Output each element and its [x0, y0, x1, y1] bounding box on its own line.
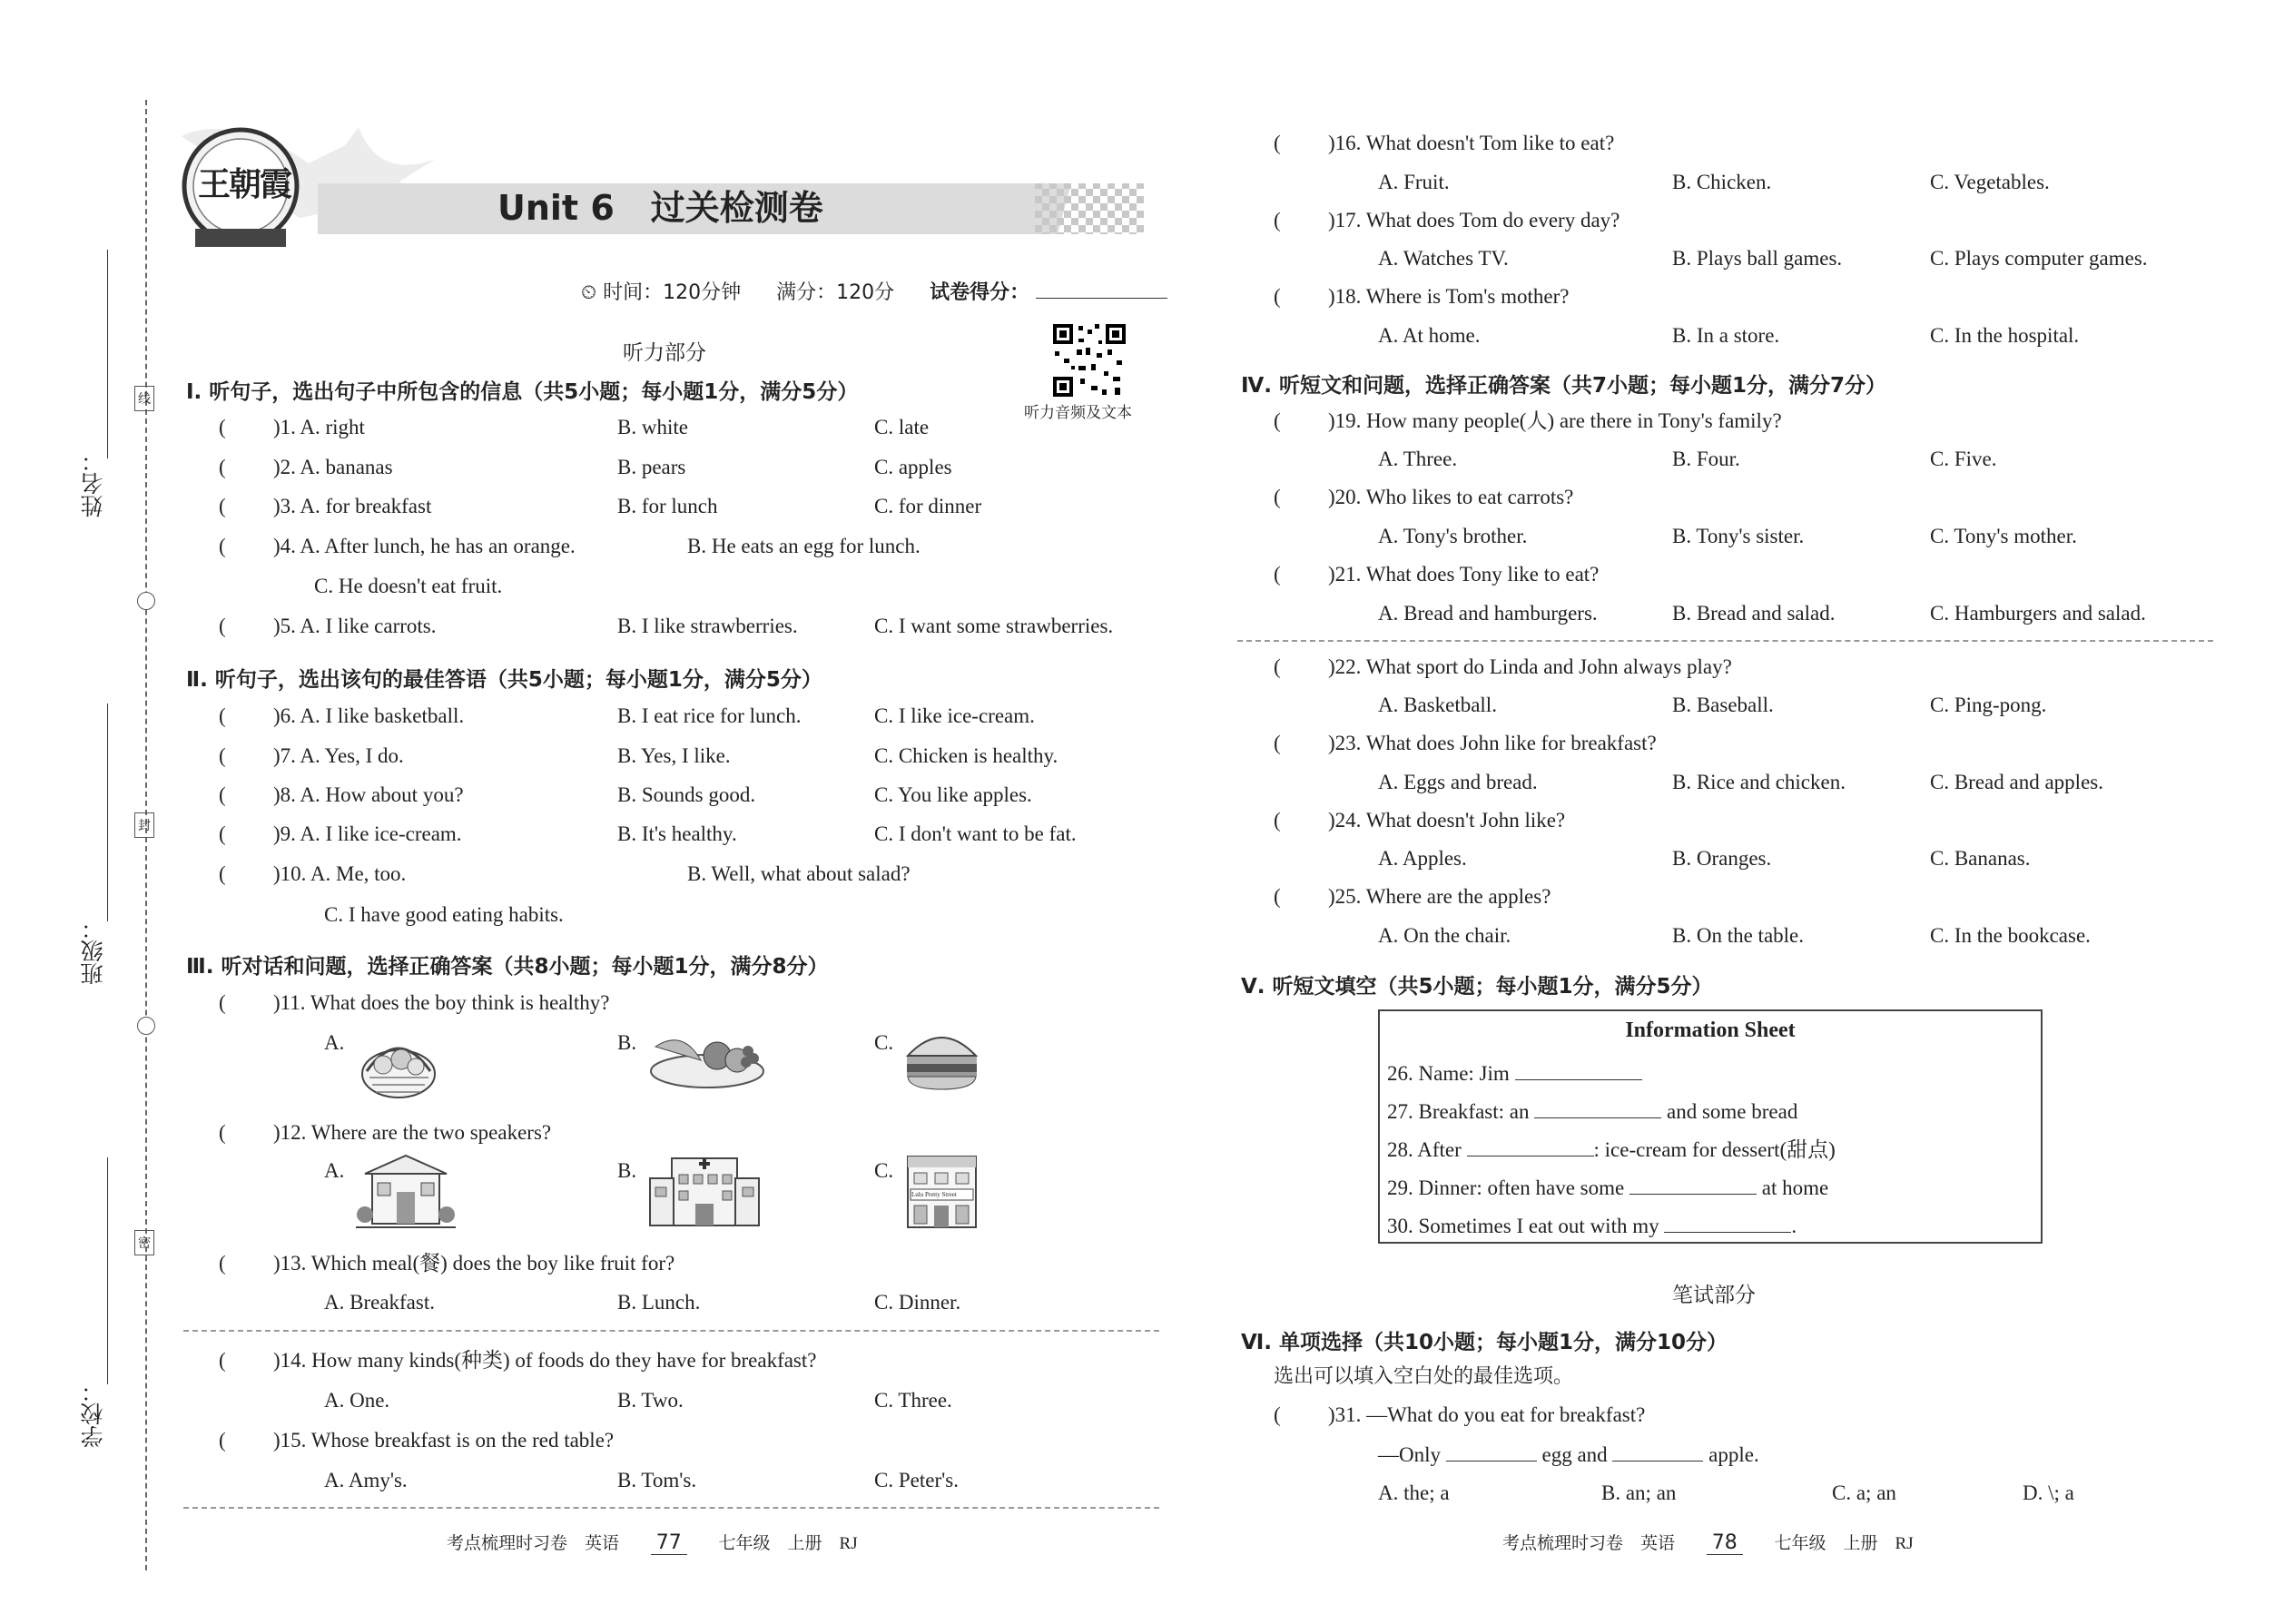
q11-fruit-basket-image [356, 1021, 442, 1103]
q25-c: C. In the bookcase. [1930, 924, 2091, 947]
score-label: 试卷得分： [930, 281, 1030, 304]
q13-text: )13. Which meal(餐) does the boy like fruit for? [273, 1252, 675, 1275]
q21-text: )21. What does Tony like to eat? [1328, 563, 1600, 586]
page-title [497, 180, 823, 230]
section-6-instruction: 选出可以填入空白处的最佳选项。 [1274, 1365, 1574, 1388]
q23-c: C. Bread and apples. [1930, 771, 2103, 793]
q2-a: )2. A. bananas [273, 456, 393, 478]
q3-a: )3. A. for breakfast [273, 495, 432, 517]
q10-c: C. I have good eating habits. [324, 903, 564, 926]
class-label: 班级： [80, 917, 106, 985]
question-25: ( )25. Where are the apples? [1274, 885, 1551, 908]
q23-text: )23. What does John like for breakfast? [1328, 732, 1657, 754]
blank-30[interactable] [1664, 1212, 1791, 1233]
question-10: ( )10. A. Me, too. [219, 862, 407, 885]
q16-text: )16. What doesn't Tom like to eat? [1328, 132, 1615, 154]
question-21: ( )21. What does Tony like to eat? [1274, 563, 1600, 586]
q19-b: B. Four. [1672, 448, 1740, 470]
question-2: ( )2. A. bananas [219, 456, 393, 478]
q17-text: )17. What does Tom do every day? [1328, 209, 1620, 231]
q31-pre: —Only [1378, 1443, 1441, 1466]
q20-a: A. Tony's brother. [1378, 525, 1528, 547]
q8-a: )8. A. How about you? [273, 783, 464, 806]
blank-31-1[interactable] [1446, 1441, 1537, 1462]
q13-c: C. Dinner. [874, 1291, 961, 1314]
footer-right-text2: 七年级 上册 RJ [1774, 1534, 1914, 1553]
binding-mark-feng: 封 [134, 812, 154, 838]
info-sheet-title: Information Sheet [1625, 1019, 1796, 1042]
q7-a: )7. A. Yes, I do. [273, 744, 404, 767]
q2-b: B. pears [617, 456, 686, 478]
question-20: ( )20. Who likes to eat carrots? [1274, 486, 1574, 508]
school-label: 学校： [80, 1380, 106, 1448]
info-row-27 [1387, 1097, 1797, 1126]
question-19: ( )19. How many people(人) are there in Tony's family? [1274, 409, 1782, 432]
info-30-post: . [1791, 1215, 1797, 1237]
question-18: ( )18. Where is Tom's mother? [1274, 285, 1570, 308]
q22-b: B. Baseball. [1672, 694, 1774, 716]
q16-c: C. Vegetables. [1930, 171, 2050, 193]
info-29-label: 29. Dinner: often have some [1387, 1176, 1625, 1199]
q31-response [1378, 1441, 1759, 1469]
question-4: ( )4. A. After lunch, he has an orange. [219, 535, 576, 557]
section-5-title: Ⅴ. 听短文填空（共5小题；每小题1分，满分5分） [1241, 975, 1713, 999]
q13-b: B. Lunch. [617, 1291, 701, 1314]
q15-b: B. Tom's. [617, 1469, 697, 1491]
binding-mark-mi: 密 [134, 1230, 154, 1255]
page-number-left: 77 [651, 1531, 687, 1555]
q31-d: D. \; a [2023, 1481, 2074, 1504]
q21-b: B. Bread and salad. [1672, 602, 1836, 625]
clock-icon: ⏲ [581, 281, 597, 304]
exam-info [581, 277, 1167, 305]
q11-label-a: A. [324, 1031, 345, 1054]
footer-right [1502, 1530, 1914, 1555]
q31-b: B. an; an [1601, 1481, 1677, 1504]
q22-a: A. Basketball. [1378, 694, 1497, 716]
writing-title: 笔试部分 [1672, 1284, 1756, 1307]
q6-a: )6. A. I like basketball. [273, 704, 465, 727]
q23-b: B. Rice and chicken. [1672, 771, 1846, 793]
q24-a: A. Apples. [1378, 847, 1467, 870]
question-11: ( )11. What does the boy think is healthy? [219, 991, 610, 1014]
blank-28[interactable] [1467, 1136, 1594, 1156]
q8-c: C. You like apples. [874, 783, 1032, 806]
q12-label-c: C. [874, 1159, 894, 1182]
q10-b: B. Well, what about salad? [687, 862, 911, 885]
time-label: 时间：120分钟 [603, 281, 742, 304]
question-6: ( )6. A. I like basketball. [219, 704, 465, 727]
question-3: ( )3. A. for breakfast [219, 495, 432, 517]
q6-c: C. I like ice-cream. [874, 704, 1035, 727]
q1-b: B. white [617, 416, 688, 438]
question-17: ( )17. What does Tom do every day? [1274, 209, 1620, 231]
q9-c: C. I don't want to be fat. [874, 822, 1077, 845]
q17-a: A. Watches TV. [1378, 247, 1509, 270]
footer-left-text2: 七年级 上册 RJ [718, 1534, 858, 1553]
q31-post: apple. [1708, 1443, 1759, 1466]
name-label: 姓名： [80, 449, 106, 517]
info-30-label: 30. Sometimes I eat out with my [1387, 1215, 1659, 1237]
q10-a: )10. A. Me, too. [273, 862, 407, 885]
name-line [107, 250, 108, 458]
q13-a: A. Breakfast. [324, 1291, 435, 1314]
q18-text: )18. Where is Tom's mother? [1328, 285, 1570, 308]
q14-a: A. One. [324, 1389, 390, 1412]
question-24: ( )24. What doesn't John like? [1274, 809, 1566, 832]
section-2-title: Ⅱ. 听句子，选出该句的最佳答语（共5小题；每小题1分，满分5分） [186, 668, 822, 692]
left-divider-2 [183, 1507, 1159, 1509]
info-row-28 [1387, 1136, 1836, 1164]
q12-label-b: B. [617, 1159, 637, 1182]
unit-title: Unit 6 [497, 188, 615, 228]
question-23: ( )23. What does John like for breakfast? [1274, 732, 1657, 754]
question-5: ( )5. A. I like carrots. [219, 615, 437, 637]
q20-c: C. Tony's mother. [1930, 525, 2077, 547]
q7-b: B. Yes, I like. [617, 744, 731, 767]
question-12: ( )12. Where are the two speakers? [219, 1121, 552, 1144]
section-1-title: Ⅰ. 听句子，选出句子中所包含的信息（共5小题；每小题1分，满分5分） [186, 380, 859, 404]
q31-a: A. the; a [1378, 1481, 1450, 1504]
blank-26[interactable] [1515, 1059, 1642, 1080]
q18-c: C. In the hospital. [1930, 324, 2080, 347]
q1-a: )1. A. right [273, 416, 365, 438]
info-27-label: 27. Breakfast: an [1387, 1100, 1530, 1123]
question-22: ( )22. What sport do Linda and John always play? [1274, 655, 1732, 678]
info-28-post: : ice-cream for dessert(甜点) [1593, 1138, 1836, 1161]
q15-a: A. Amy's. [324, 1469, 408, 1491]
q1-c: C. late [874, 416, 930, 438]
q11-text: )11. What does the boy think is healthy? [273, 991, 610, 1014]
footer-left [447, 1530, 858, 1555]
q12-shop-sign: Lulu Pretty Street [911, 1191, 957, 1198]
q31-c: C. a; an [1832, 1481, 1896, 1504]
q12-restaurant-image [356, 1151, 456, 1231]
question-1: ( )1. A. right [219, 416, 365, 438]
q24-text: )24. What doesn't John like? [1328, 809, 1566, 832]
q11-label-c: C. [874, 1031, 894, 1054]
section-6-title: Ⅵ. 单项选择（共10小题；每小题1分，满分10分） [1241, 1331, 1728, 1354]
q16-a: A. Fruit. [1378, 171, 1450, 193]
q3-b: B. for lunch [617, 495, 718, 517]
q3-c: C. for dinner [874, 495, 982, 517]
binding-hole-1 [137, 592, 155, 610]
question-13: ( )13. Which meal(餐) does the boy like fruit for? [219, 1252, 675, 1275]
q4-a: )4. A. After lunch, he has an orange. [273, 535, 576, 557]
logo-text: 王朝霞 [198, 165, 291, 203]
info-29-post: at home [1761, 1176, 1829, 1199]
qr-caption: 听力音频及文本 [1024, 404, 1132, 422]
school-line [107, 1157, 108, 1384]
q4-b: B. He eats an egg for lunch. [687, 535, 921, 557]
q21-a: A. Bread and hamburgers. [1378, 602, 1598, 625]
info-row-30 [1387, 1212, 1797, 1240]
unit-subtitle: 过关检测卷 [650, 188, 823, 228]
q19-text: )19. How many people(人) are there in Tony's family? [1328, 409, 1782, 432]
left-divider-1 [183, 1330, 1159, 1332]
question-15: ( )15. Whose breakfast is on the red table? [219, 1429, 615, 1452]
question-7: ( )7. A. Yes, I do. [219, 744, 404, 767]
q4-c: C. He doesn't eat fruit. [314, 575, 503, 597]
info-row-26 [1387, 1059, 1642, 1088]
qr-code [1051, 322, 1127, 399]
q11-fruit-plate-image [646, 1024, 769, 1092]
q5-b: B. I like strawberries. [617, 615, 798, 637]
q18-b: B. In a store. [1672, 324, 1780, 347]
q11-label-b: B. [617, 1031, 637, 1054]
q17-c: C. Plays computer games. [1930, 247, 2148, 270]
score-field[interactable] [1036, 278, 1167, 299]
q9-a: )9. A. I like ice-cream. [273, 822, 462, 845]
footer-left-text1: 考点梳理时习卷 英语 [447, 1534, 620, 1553]
q12-text: )12. Where are the two speakers? [273, 1121, 552, 1144]
q24-b: B. Oranges. [1672, 847, 1772, 870]
q14-c: C. Three. [874, 1389, 952, 1412]
section-3-title: Ⅲ. 听对话和问题，选择正确答案（共8小题；每小题1分，满分8分） [186, 955, 829, 979]
q20-text: )20. Who likes to eat carrots? [1328, 486, 1574, 508]
information-sheet [1378, 1009, 2043, 1244]
binding-mark-xian: 线 [134, 386, 154, 411]
info-28-label: 28. After [1387, 1138, 1462, 1161]
q15-c: C. Peter's. [874, 1469, 959, 1491]
q14-b: B. Two. [617, 1389, 684, 1412]
q2-c: C. apples [874, 456, 952, 478]
q20-b: B. Tony's sister. [1672, 525, 1805, 547]
q25-b: B. On the table. [1672, 924, 1804, 947]
blank-31-2[interactable] [1612, 1441, 1703, 1462]
q23-a: A. Eggs and bread. [1378, 771, 1538, 793]
q22-c: C. Ping-pong. [1930, 694, 2047, 716]
q8-b: B. Sounds good. [617, 783, 756, 806]
binding-hole-2 [137, 1017, 155, 1035]
q22-text: )22. What sport do Linda and John always play? [1328, 655, 1732, 678]
q25-a: A. On the chair. [1378, 924, 1511, 947]
q9-b: B. It's healthy. [617, 822, 737, 845]
page-number-right: 78 [1707, 1531, 1743, 1555]
q14-text: )14. How many kinds(种类) of foods do they have for breakfast? [273, 1349, 817, 1372]
right-divider-1 [1237, 640, 2213, 642]
info-26-label: 26. Name: Jim [1387, 1062, 1510, 1085]
full-score: 满分：120分 [776, 281, 895, 304]
q12-hospital-image [646, 1151, 763, 1231]
q6-b: B. I eat rice for lunch. [617, 704, 802, 727]
q18-a: A. At home. [1378, 324, 1481, 347]
info-27-post: and some bread [1666, 1100, 1798, 1123]
blank-29[interactable] [1629, 1174, 1757, 1195]
q19-c: C. Five. [1930, 448, 1997, 470]
q16-b: B. Chicken. [1672, 171, 1772, 193]
q19-a: A. Three. [1378, 448, 1458, 470]
question-9: ( )9. A. I like ice-cream. [219, 822, 462, 845]
q7-c: C. Chicken is healthy. [874, 744, 1058, 767]
q11-hamburger-image [903, 1024, 980, 1092]
q31-text: )31. —What do you eat for breakfast? [1328, 1403, 1646, 1426]
q21-c: C. Hamburgers and salad. [1930, 602, 2146, 625]
question-16: ( )16. What doesn't Tom like to eat? [1274, 132, 1615, 154]
q15-text: )15. Whose breakfast is on the red table? [273, 1429, 615, 1452]
q24-c: C. Bananas. [1930, 847, 2031, 870]
q5-c: C. I want some strawberries. [874, 615, 1114, 637]
q5-a: )5. A. I like carrots. [273, 615, 437, 637]
listening-title: 听力部分 [623, 341, 706, 365]
section-4-title: Ⅳ. 听短文和问题，选择正确答案（共7小题；每小题1分，满分7分） [1241, 374, 1887, 398]
question-8: ( )8. A. How about you? [219, 783, 464, 806]
q17-b: B. Plays ball games. [1672, 247, 1843, 270]
question-14: ( )14. How many kinds(种类) of foods do they have for breakfast? [219, 1349, 817, 1372]
q31-mid: egg and [1541, 1443, 1608, 1466]
q25-text: )25. Where are the apples? [1328, 885, 1551, 908]
q12-label-a: A. [324, 1159, 345, 1182]
info-row-29 [1387, 1174, 1828, 1202]
footer-right-text1: 考点梳理时习卷 英语 [1502, 1534, 1676, 1553]
class-line [107, 704, 108, 921]
question-31: ( )31. —What do you eat for breakfast? [1274, 1403, 1646, 1426]
blank-27[interactable] [1534, 1097, 1661, 1118]
